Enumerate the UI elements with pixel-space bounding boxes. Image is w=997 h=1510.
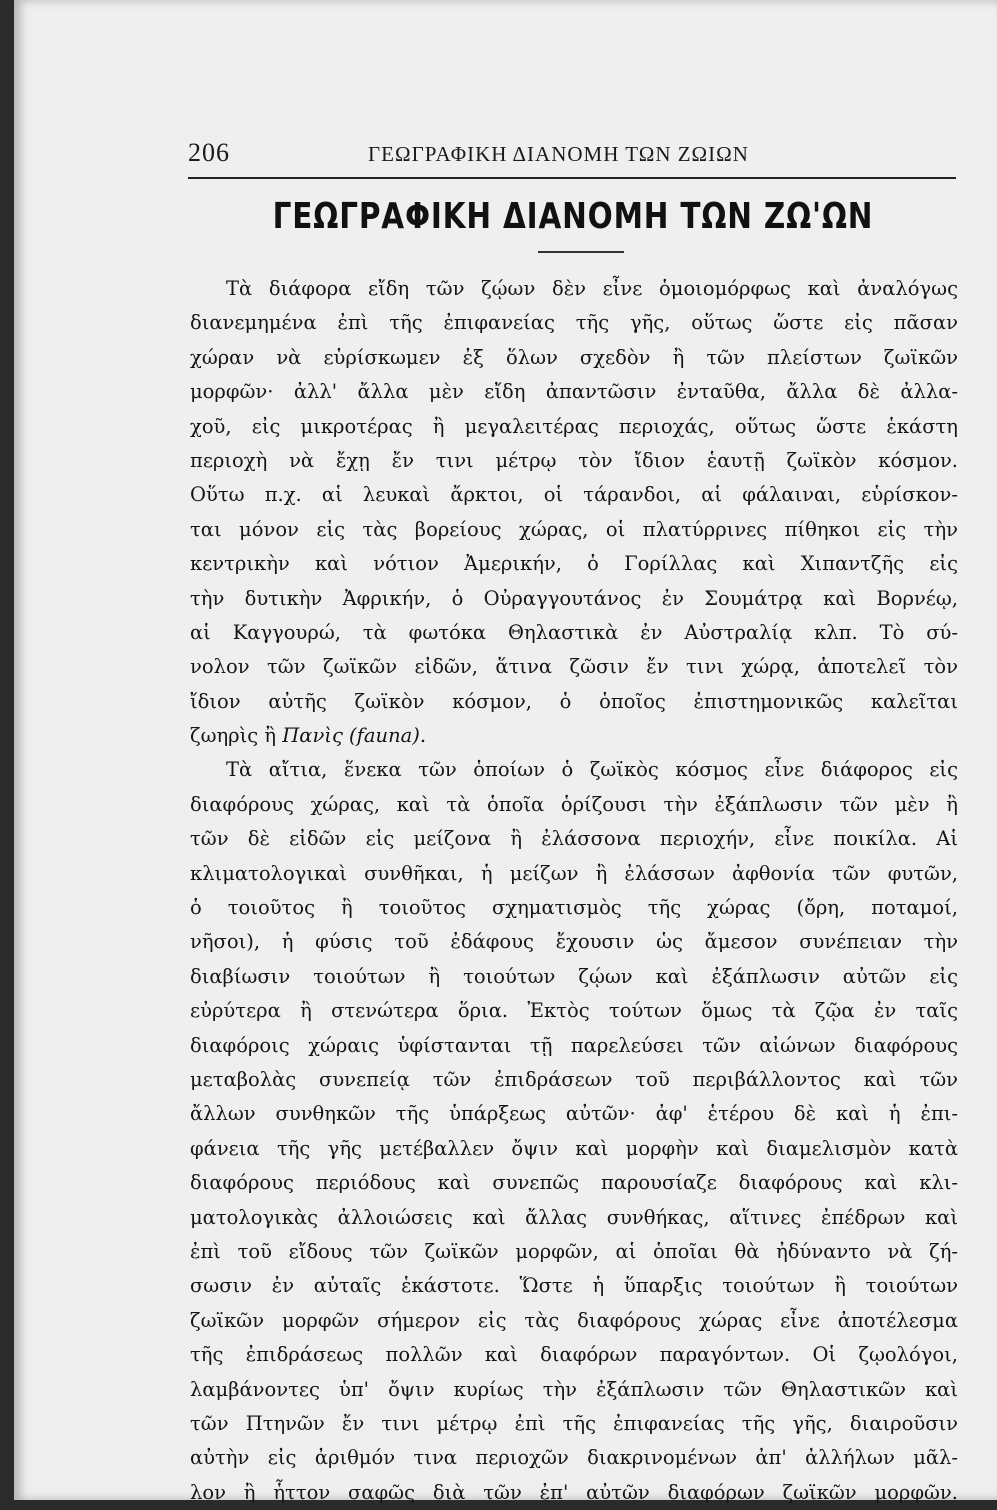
page-number: 206	[188, 138, 230, 167]
text-line: εὐρύτερα ἢ στενώτερα ὅρια. Ἐκτὸς τούτων ὅμως τὰ ζῷα ἐν ταῖς	[190, 999, 958, 1023]
text-line: κλιματολογικαὶ συνθῆκαι, ἡ μείζων ἢ ἐλάσσων ἀφθονία τῶν φυτῶν,	[190, 861, 958, 885]
text-line: σωσιν ἐν αὐταῖς ἑκάστοτε. Ὥστε ἡ ὕπαρξις τοιούτων ἢ τοιούτων	[190, 1274, 958, 1298]
text-line: Τὰ διάφορα εἴδη τῶν ζῴων δὲν εἶνε ὁμοιομόρφως καὶ ἀναλόγως	[226, 277, 958, 300]
text-line: τὴν δυτικὴν Ἀφρικήν, ὁ Οὐραγγουτάνος ἐν Σουμάτρᾳ καὶ Βορνέῳ,	[190, 586, 958, 610]
text-line: Τὰ αἴτια, ἕνεκα τῶν ὁποίων ὁ ζωϊκὸς κόσμος εἶνε διάφορος εἰς	[226, 758, 958, 782]
text-line: λαμβάνοντες ὑπ' ὄψιν κυρίως τὴν ἐξάπλωσιν τῶν Θηλαστικῶν καὶ	[190, 1377, 958, 1401]
text-line: ται μόνον εἰς τὰς βορείους χώρας, οἱ πλατύρρινες πίθηκοι εἰς τὴν	[190, 517, 958, 541]
text-line: τῶν δὲ εἰδῶν εἰς μείζονα ἢ ἐλάσσονα περιοχήν, εἶνε ποικίλα. Αἱ	[190, 827, 958, 851]
text-line: περιοχὴ νὰ ἔχῃ ἔν τινι μέτρῳ τὸν ἴδιον ἑαυτῇ ζωϊκὸν κόσμον.	[190, 448, 958, 472]
page-header	[188, 138, 958, 174]
text-line: διαφόρους χώρας, καὶ τὰ ὁποῖα ὁρίζουσι τὴν ἐξάπλωσιν τῶν μὲν ἢ	[190, 792, 958, 816]
text-line-last	[190, 719, 958, 753]
body-text	[190, 272, 958, 1510]
paragraph-1	[190, 272, 958, 753]
title-rule	[538, 251, 624, 253]
text-line: νῆσοι), ἡ φύσις τοῦ ἐδάφους ἔχουσιν ὡς ἄμεσον συνέπειαν τὴν	[190, 930, 958, 954]
text-line: ματολογικὰς ἀλλοιώσεις καὶ ἄλλας συνθήκας, αἵτινες ἐπέδρων καὶ	[190, 1205, 958, 1229]
text-line: διανεμημένα ἐπὶ τῆς ἐπιφανείας τῆς γῆς, οὕτως ὥστε εἰς πᾶσαν	[190, 311, 958, 335]
text-line: Οὕτω π.χ. αἱ λευκαὶ ἄρκτοι, οἱ τάρανδοι, αἱ φάλαιναι, εὑρίσκον-	[190, 483, 958, 507]
text-line: τῆς ἐπιδράσεως πολλῶν καὶ διαφόρων παραγόντων. Οἱ ζῳολόγοι,	[190, 1343, 958, 1367]
text-line: διαφόρους περιόδους καὶ συνεπῶς παρουσίαζε διαφόρους καὶ κλι-	[190, 1171, 958, 1195]
text-line: φάνεια τῆς γῆς μετέβαλλεν ὄψιν καὶ μορφὴν καὶ διαμελισμὸν κατὰ	[190, 1136, 958, 1160]
text-line: χοῦ, εἰς μικροτέρας ἢ μεγαλειτέρας περιοχάς, οὕτως ὥστε ἑκάστη	[190, 414, 958, 438]
text-line: τῶν Πτηνῶν ἔν τινι μέτρῳ ἐπὶ τῆς ἐπιφανείας τῆς γῆς, διαιροῦσιν	[190, 1411, 958, 1435]
text-line: κεντρικὴν καὶ νότιον Ἀμερικήν, ὁ Γορίλλας καὶ Χιπαντζῆς εἰς	[190, 552, 958, 576]
text-line: ζωϊκῶν μορφῶν σήμερον εἰς τὰς διαφόρους χώρας εἶνε ἀποτέλεσμα	[190, 1308, 958, 1332]
chapter-title: ΓΕΩΓΡΑΦΙΚΗ ΔΙΑΝΟΜΗ ΤΩΝ ΖΩ'ΩΝ	[272, 196, 874, 237]
header-rule	[188, 177, 956, 179]
paragraph-2	[190, 753, 958, 1510]
text-line: νολον τῶν ζωϊκῶν εἰδῶν, ἅτινα ζῶσιν ἔν τινι χώρᾳ, ἀποτελεῖ τὸν	[190, 655, 958, 679]
text-line: μεταβολὰς συνεπείᾳ τῶν ἐπιδράσεων τοῦ περιβάλλοντος καὶ τῶν	[190, 1067, 958, 1091]
text-line: αὐτὴν εἰς ἀριθμόν τινα περιοχῶν διακρινομένων ἀπ' ἀλλήλων μᾶλ-	[190, 1446, 958, 1470]
text-line: διαβίωσιν τοιούτων ἢ τοιούτων ζῴων καὶ ἐξάπλωσιν αὐτῶν εἰς	[190, 964, 958, 988]
text-line: ἐπὶ τοῦ εἴδους τῶν ζωϊκῶν μορφῶν, αἱ ὁποῖαι θὰ ἠδύναντο νὰ ζή-	[190, 1239, 958, 1263]
text-line: ἄλλων συνθηκῶν τῆς ὑπάρξεως αὐτῶν· ἀφ' ἑτέρου δὲ καὶ ἡ ἐπι-	[190, 1102, 958, 1126]
text-line: μορφῶν· ἀλλ' ἄλλα μὲν εἴδη ἀπαντῶσιν ἐνταῦθα, ἄλλα δὲ ἀλλα-	[190, 380, 958, 404]
text-line: λον ἢ ἧττον σαφῶς διὰ τῶν ἐπ' αὐτῶν διαφόρων ζωϊκῶν μορφῶν.	[190, 1480, 958, 1504]
text-line: ὁ τοιοῦτος ἢ τοιοῦτος σχηματισμὸς τῆς χώρας (ὄρη, ποταμοί,	[190, 896, 958, 920]
text-line: διαφόροις χώραις ὑφίστανται τῇ παρελεύσει τῶν αἰώνων διαφόρους	[190, 1033, 958, 1057]
text-line-prefix: ζωηρὶς ἢ	[190, 724, 283, 748]
text-line: χώραν νὰ εὑρίσκωμεν ἐξ ὅλων σχεδὸν ἢ τῶν πλείστων ζωϊκῶν	[190, 345, 958, 369]
fauna-term: Πανὶς (fauna).	[282, 724, 427, 748]
running-head: ΓΕΩΓΡΑΦΙΚΗ ΔΙΑΝΟΜΗ ΤΩΝ ΖΩΙΩΝ	[368, 142, 749, 166]
text-line: αἱ Καγγουρώ, τὰ φωτόκα Θηλαστικὰ ἐν Αὐστραλίᾳ κλπ. Τὸ σύ-	[190, 620, 958, 644]
text-line: ἴδιον αὐτῆς ζωϊκὸν κόσμον, ὁ ὁποῖος ἐπιστημονικῶς καλεῖται	[190, 689, 958, 713]
